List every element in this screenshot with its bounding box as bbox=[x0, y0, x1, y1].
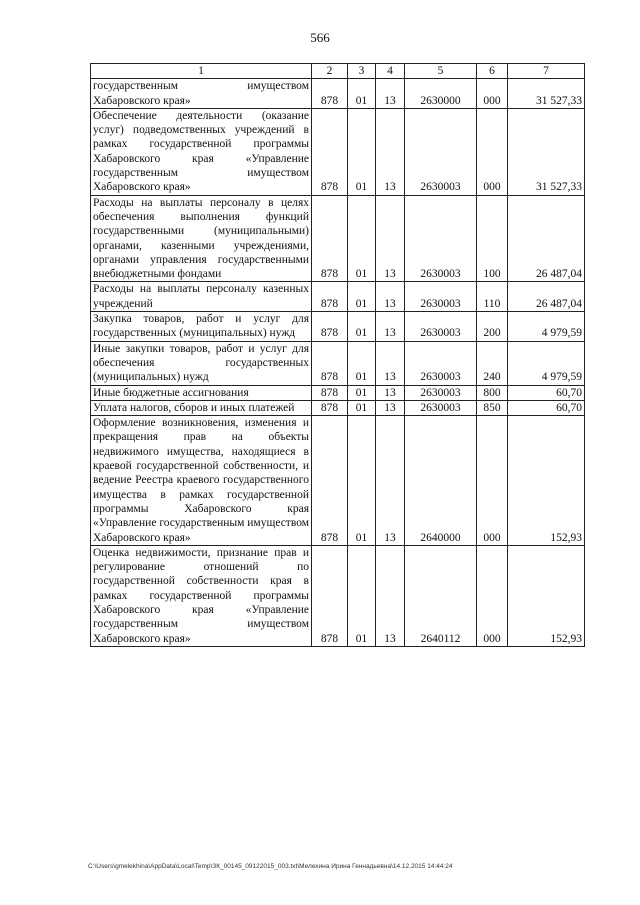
section-code: 01 bbox=[348, 416, 376, 546]
table-row bbox=[91, 416, 585, 546]
target-article-code: 2630000 bbox=[405, 79, 477, 109]
amount: 4 979,59 bbox=[508, 341, 585, 385]
section-code: 01 bbox=[348, 195, 376, 282]
expense-type-code: 000 bbox=[477, 416, 508, 546]
ministry-code: 878 bbox=[312, 282, 348, 312]
section-code: 01 bbox=[348, 385, 376, 400]
section-code: 01 bbox=[348, 312, 376, 342]
expense-type-code: 000 bbox=[477, 108, 508, 195]
table-row bbox=[91, 385, 585, 400]
section-code: 01 bbox=[348, 400, 376, 415]
ministry-code: 878 bbox=[312, 79, 348, 109]
target-article-code: 2640112 bbox=[405, 545, 477, 646]
expense-type-code: 850 bbox=[477, 400, 508, 415]
subsection-code: 13 bbox=[376, 416, 405, 546]
amount: 4 979,59 bbox=[508, 312, 585, 342]
row-description: Иные закупки товаров, работ и услуг для обеспечения государственных (муниципальных) нужд bbox=[91, 341, 312, 385]
row-description: государственным имуществом Хабаровского края» bbox=[91, 79, 312, 109]
column-header: 6 bbox=[477, 64, 508, 79]
table-row bbox=[91, 341, 585, 385]
section-code: 01 bbox=[348, 545, 376, 646]
column-header: 3 bbox=[348, 64, 376, 79]
expense-type-code: 200 bbox=[477, 312, 508, 342]
table-row bbox=[91, 545, 585, 646]
target-article-code: 2630003 bbox=[405, 400, 477, 415]
ministry-code: 878 bbox=[312, 416, 348, 546]
expense-type-code: 000 bbox=[477, 79, 508, 109]
table-row bbox=[91, 195, 585, 282]
table-row bbox=[91, 400, 585, 415]
row-description: Расходы на выплаты персоналу казенных учреждений bbox=[91, 282, 312, 312]
ministry-code: 878 bbox=[312, 341, 348, 385]
row-description: Оформление возникновения, изменения и прекращения прав на объекты недвижимого имущества, находящиеся в краевой государственной собственности, и ведение Реестра краевого государственного имущества в рамках государственной программы Хабаровского края «Управление государственным имуществом Хабаровского края» bbox=[91, 416, 312, 546]
amount: 31 527,33 bbox=[508, 79, 585, 109]
subsection-code: 13 bbox=[376, 195, 405, 282]
subsection-code: 13 bbox=[376, 400, 405, 415]
table-row bbox=[91, 108, 585, 195]
row-description: Уплата налогов, сборов и иных платежей bbox=[91, 400, 312, 415]
amount: 60,70 bbox=[508, 385, 585, 400]
section-code: 01 bbox=[348, 282, 376, 312]
section-code: 01 bbox=[348, 108, 376, 195]
ministry-code: 878 bbox=[312, 545, 348, 646]
expense-type-code: 240 bbox=[477, 341, 508, 385]
target-article-code: 2630003 bbox=[405, 341, 477, 385]
subsection-code: 13 bbox=[376, 385, 405, 400]
amount: 152,93 bbox=[508, 416, 585, 546]
file-path-footer: C:\Users\gmelekhina\AppData\Local\Temp\ЗК_00145_09122015_003.txt\Мелехина Ирина Геннадьевна\14.12.2015 14:44:24 bbox=[88, 863, 453, 870]
row-description: Иные бюджетные ассигнования bbox=[91, 385, 312, 400]
ministry-code: 878 bbox=[312, 400, 348, 415]
ministry-code: 878 bbox=[312, 385, 348, 400]
amount: 152,93 bbox=[508, 545, 585, 646]
column-header: 7 bbox=[508, 64, 585, 79]
table-row bbox=[91, 282, 585, 312]
target-article-code: 2640000 bbox=[405, 416, 477, 546]
page-number: 566 bbox=[310, 30, 330, 45]
target-article-code: 2630003 bbox=[405, 195, 477, 282]
ministry-code: 878 bbox=[312, 195, 348, 282]
amount: 31 527,33 bbox=[508, 108, 585, 195]
subsection-code: 13 bbox=[376, 341, 405, 385]
row-description: Оценка недвижимости, признание прав и регулирование отношений по государственной собственности края в рамках государственной программы Хабаровского края «Управление государственным имуществом Хабаровского края» bbox=[91, 545, 312, 646]
section-code: 01 bbox=[348, 79, 376, 109]
target-article-code: 2630003 bbox=[405, 312, 477, 342]
target-article-code: 2630003 bbox=[405, 282, 477, 312]
table-row bbox=[91, 79, 585, 109]
ministry-code: 878 bbox=[312, 108, 348, 195]
row-description: Расходы на выплаты персоналу в целях обеспечения выполнения функций государственными (муниципальными) органами, казенными учреждениями, органами управления государственными внебюджетными фондами bbox=[91, 195, 312, 282]
header-row bbox=[91, 64, 585, 79]
subsection-code: 13 bbox=[376, 108, 405, 195]
expense-type-code: 100 bbox=[477, 195, 508, 282]
budget-table bbox=[90, 63, 585, 647]
subsection-code: 13 bbox=[376, 282, 405, 312]
column-header: 2 bbox=[312, 64, 348, 79]
subsection-code: 13 bbox=[376, 545, 405, 646]
target-article-code: 2630003 bbox=[405, 108, 477, 195]
expense-type-code: 000 bbox=[477, 545, 508, 646]
expense-type-code: 800 bbox=[477, 385, 508, 400]
column-header: 1 bbox=[91, 64, 312, 79]
target-article-code: 2630003 bbox=[405, 385, 477, 400]
ministry-code: 878 bbox=[312, 312, 348, 342]
subsection-code: 13 bbox=[376, 312, 405, 342]
column-header: 4 bbox=[376, 64, 405, 79]
section-code: 01 bbox=[348, 341, 376, 385]
row-description: Закупка товаров, работ и услуг для государственных (муниципальных) нужд bbox=[91, 312, 312, 342]
column-header: 5 bbox=[405, 64, 477, 79]
amount: 26 487,04 bbox=[508, 195, 585, 282]
subsection-code: 13 bbox=[376, 79, 405, 109]
amount: 26 487,04 bbox=[508, 282, 585, 312]
amount: 60,70 bbox=[508, 400, 585, 415]
row-description: Обеспечение деятельности (оказание услуг) подведомственных учреждений в рамках государственной программы Хабаровского края «Управление государственным имуществом Хабаровского края» bbox=[91, 108, 312, 195]
table-row bbox=[91, 312, 585, 342]
expense-type-code: 110 bbox=[477, 282, 508, 312]
